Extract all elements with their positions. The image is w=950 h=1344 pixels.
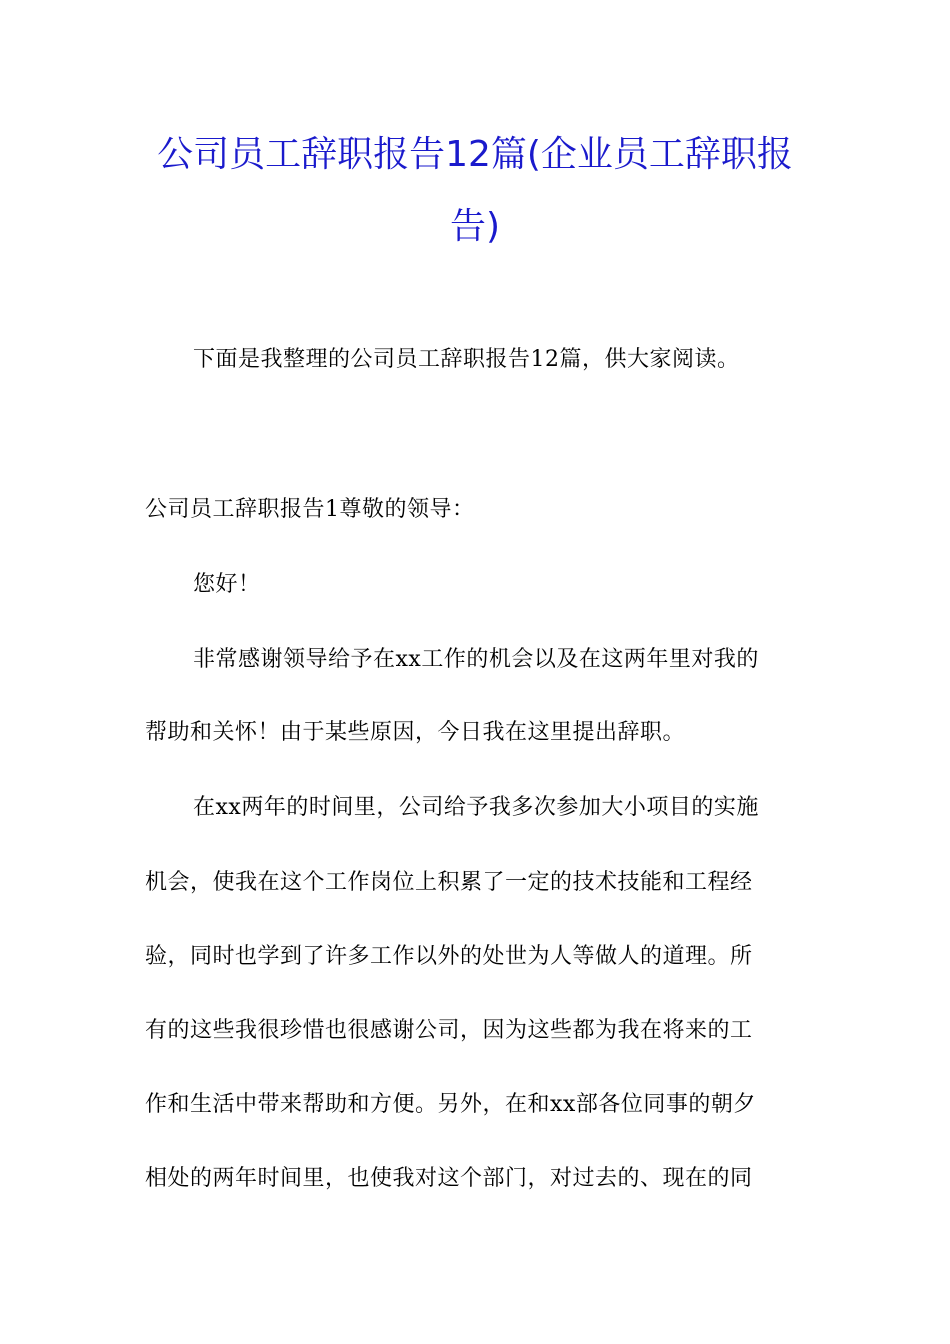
paragraph-1-line-1: 非常感谢领导给予在xx工作的机会以及在这两年里对我的 [193,647,759,672]
paragraph-2-line-4: 有的这些我很珍惜也很感谢公司，因为这些都为我在将来的工 [145,1018,753,1043]
document-title-line-2: 告) [449,206,501,247]
paragraph-2-line-5: 作和生活中带来帮助和方便。另外，在和xx部各位同事的朝夕 [145,1092,756,1117]
paragraph-1-line-2: 帮助和关怀！由于某些原因，今日我在这里提出辞职。 [145,720,686,745]
paragraph-2-line-1: 在xx两年的时间里，公司给予我多次参加大小项目的实施 [193,795,759,820]
paragraph-2-line-6: 相处的两年时间里，也使我对这个部门，对过去的、现在的同 [145,1166,753,1191]
section-heading: 公司员工辞职报告1尊敬的领导： [145,497,475,522]
intro-paragraph: 下面是我整理的公司员工辞职报告12篇，供大家阅读。 [193,347,740,372]
greeting: 您好！ [193,572,261,597]
paragraph-2-line-3: 验，同时也学到了许多工作以外的处世为人等做人的道理。所 [145,944,753,969]
document-title-line-1: 公司员工辞职报告12篇(企业员工辞职报 [157,134,793,175]
paragraph-2-line-2: 机会，使我在这个工作岗位上积累了一定的技术技能和工程经 [145,870,753,895]
